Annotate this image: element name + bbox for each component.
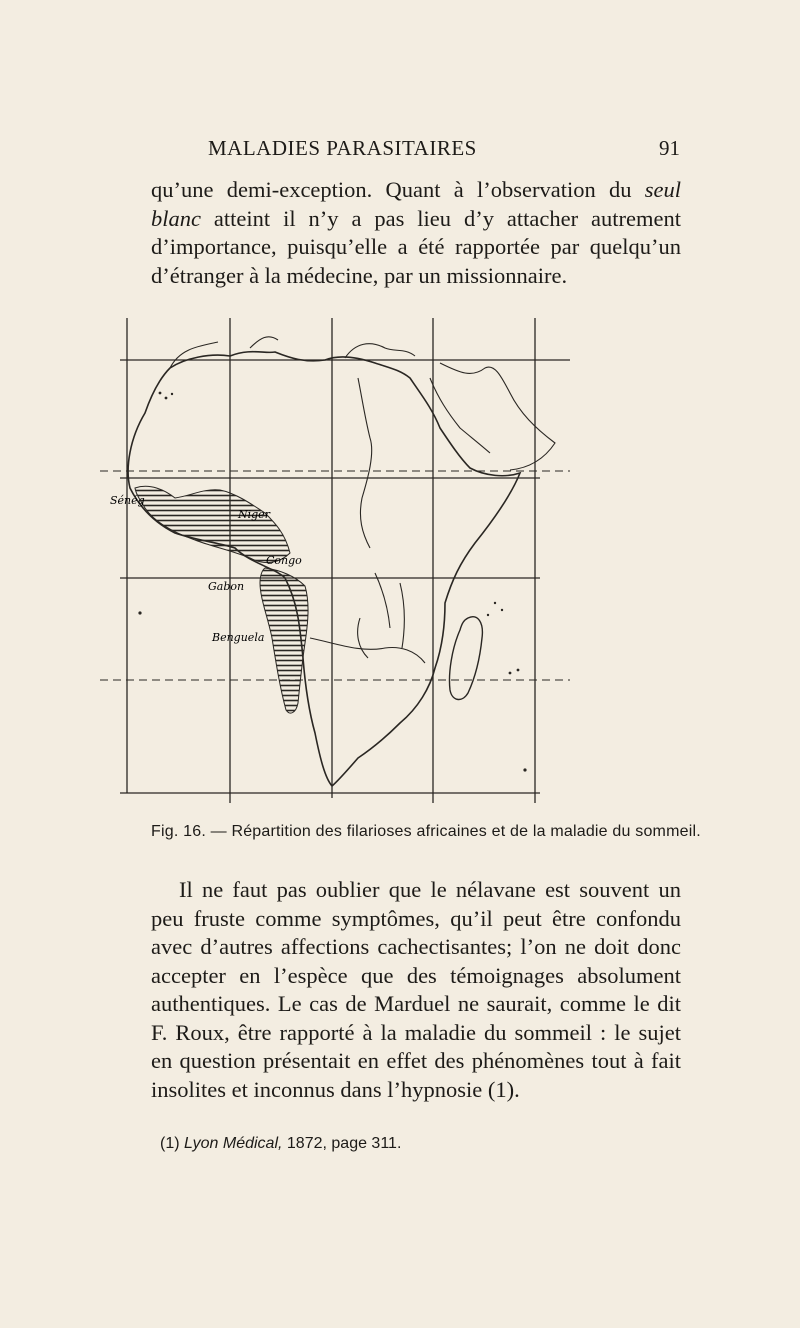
hatched-region-west [135,486,290,562]
page-header [150,136,680,166]
page-number: 91 [659,136,680,160]
footnote-marker: (1) [160,1135,180,1152]
great-lakes [358,573,405,658]
footnote-details: 1872, page 311. [286,1135,402,1152]
footnote [160,1135,401,1153]
hatched-region-central [260,568,308,713]
label-congo: Congo [266,554,302,567]
figure-caption: Fig. 16. — Répartition des filarioses africaines et de la maladie du sommeil. [151,823,701,840]
label-niger: Niger [238,508,270,521]
paragraph-1-end: atteint il n’y a pas lieu d’y attacher autrement d’importance, puisqu’elle a été rapportée par quelqu’un d’étranger à la médecine, par un missionnaire. [151,205,681,288]
running-head: MALADIES PARASITAIRES [208,136,477,160]
paragraph-1-start: qu’une demi-exception. Quant à l’observation du [151,177,645,202]
zambezi-river [310,638,425,663]
footnote-journal: Lyon Médical, [184,1135,283,1152]
label-benguela: Benguela [212,631,265,644]
paragraph-2: Il ne faut pas oublier que le nélavane est souvent un peu fruste comme symptômes, qu’il peut être confondu avec d’autres affections cachectisantes; l’on ne doit donc accepter en l’espèce que des témoignages absolument authentiques. Le cas de Marduel ne saurait, comme le dit F. Roux, être rapporté à la maladie du sommeil : le sujet en question présentait en effet des phénomènes tout à fait insolites et inconnus dans l’hypnosie (1). [151,877,681,1102]
map-grid [120,318,570,803]
africa-coastline [128,352,520,786]
africa-map-figure [100,318,640,818]
paragraph-1 [151,176,681,290]
paragraph-1-emphasis: seul blanc [151,177,681,231]
label-gabon: Gabon [208,580,245,593]
red-sea-coast [430,378,490,453]
nile-river [358,378,372,548]
madagascar-outline [449,617,482,700]
label-senegal: Sénég [110,494,145,507]
